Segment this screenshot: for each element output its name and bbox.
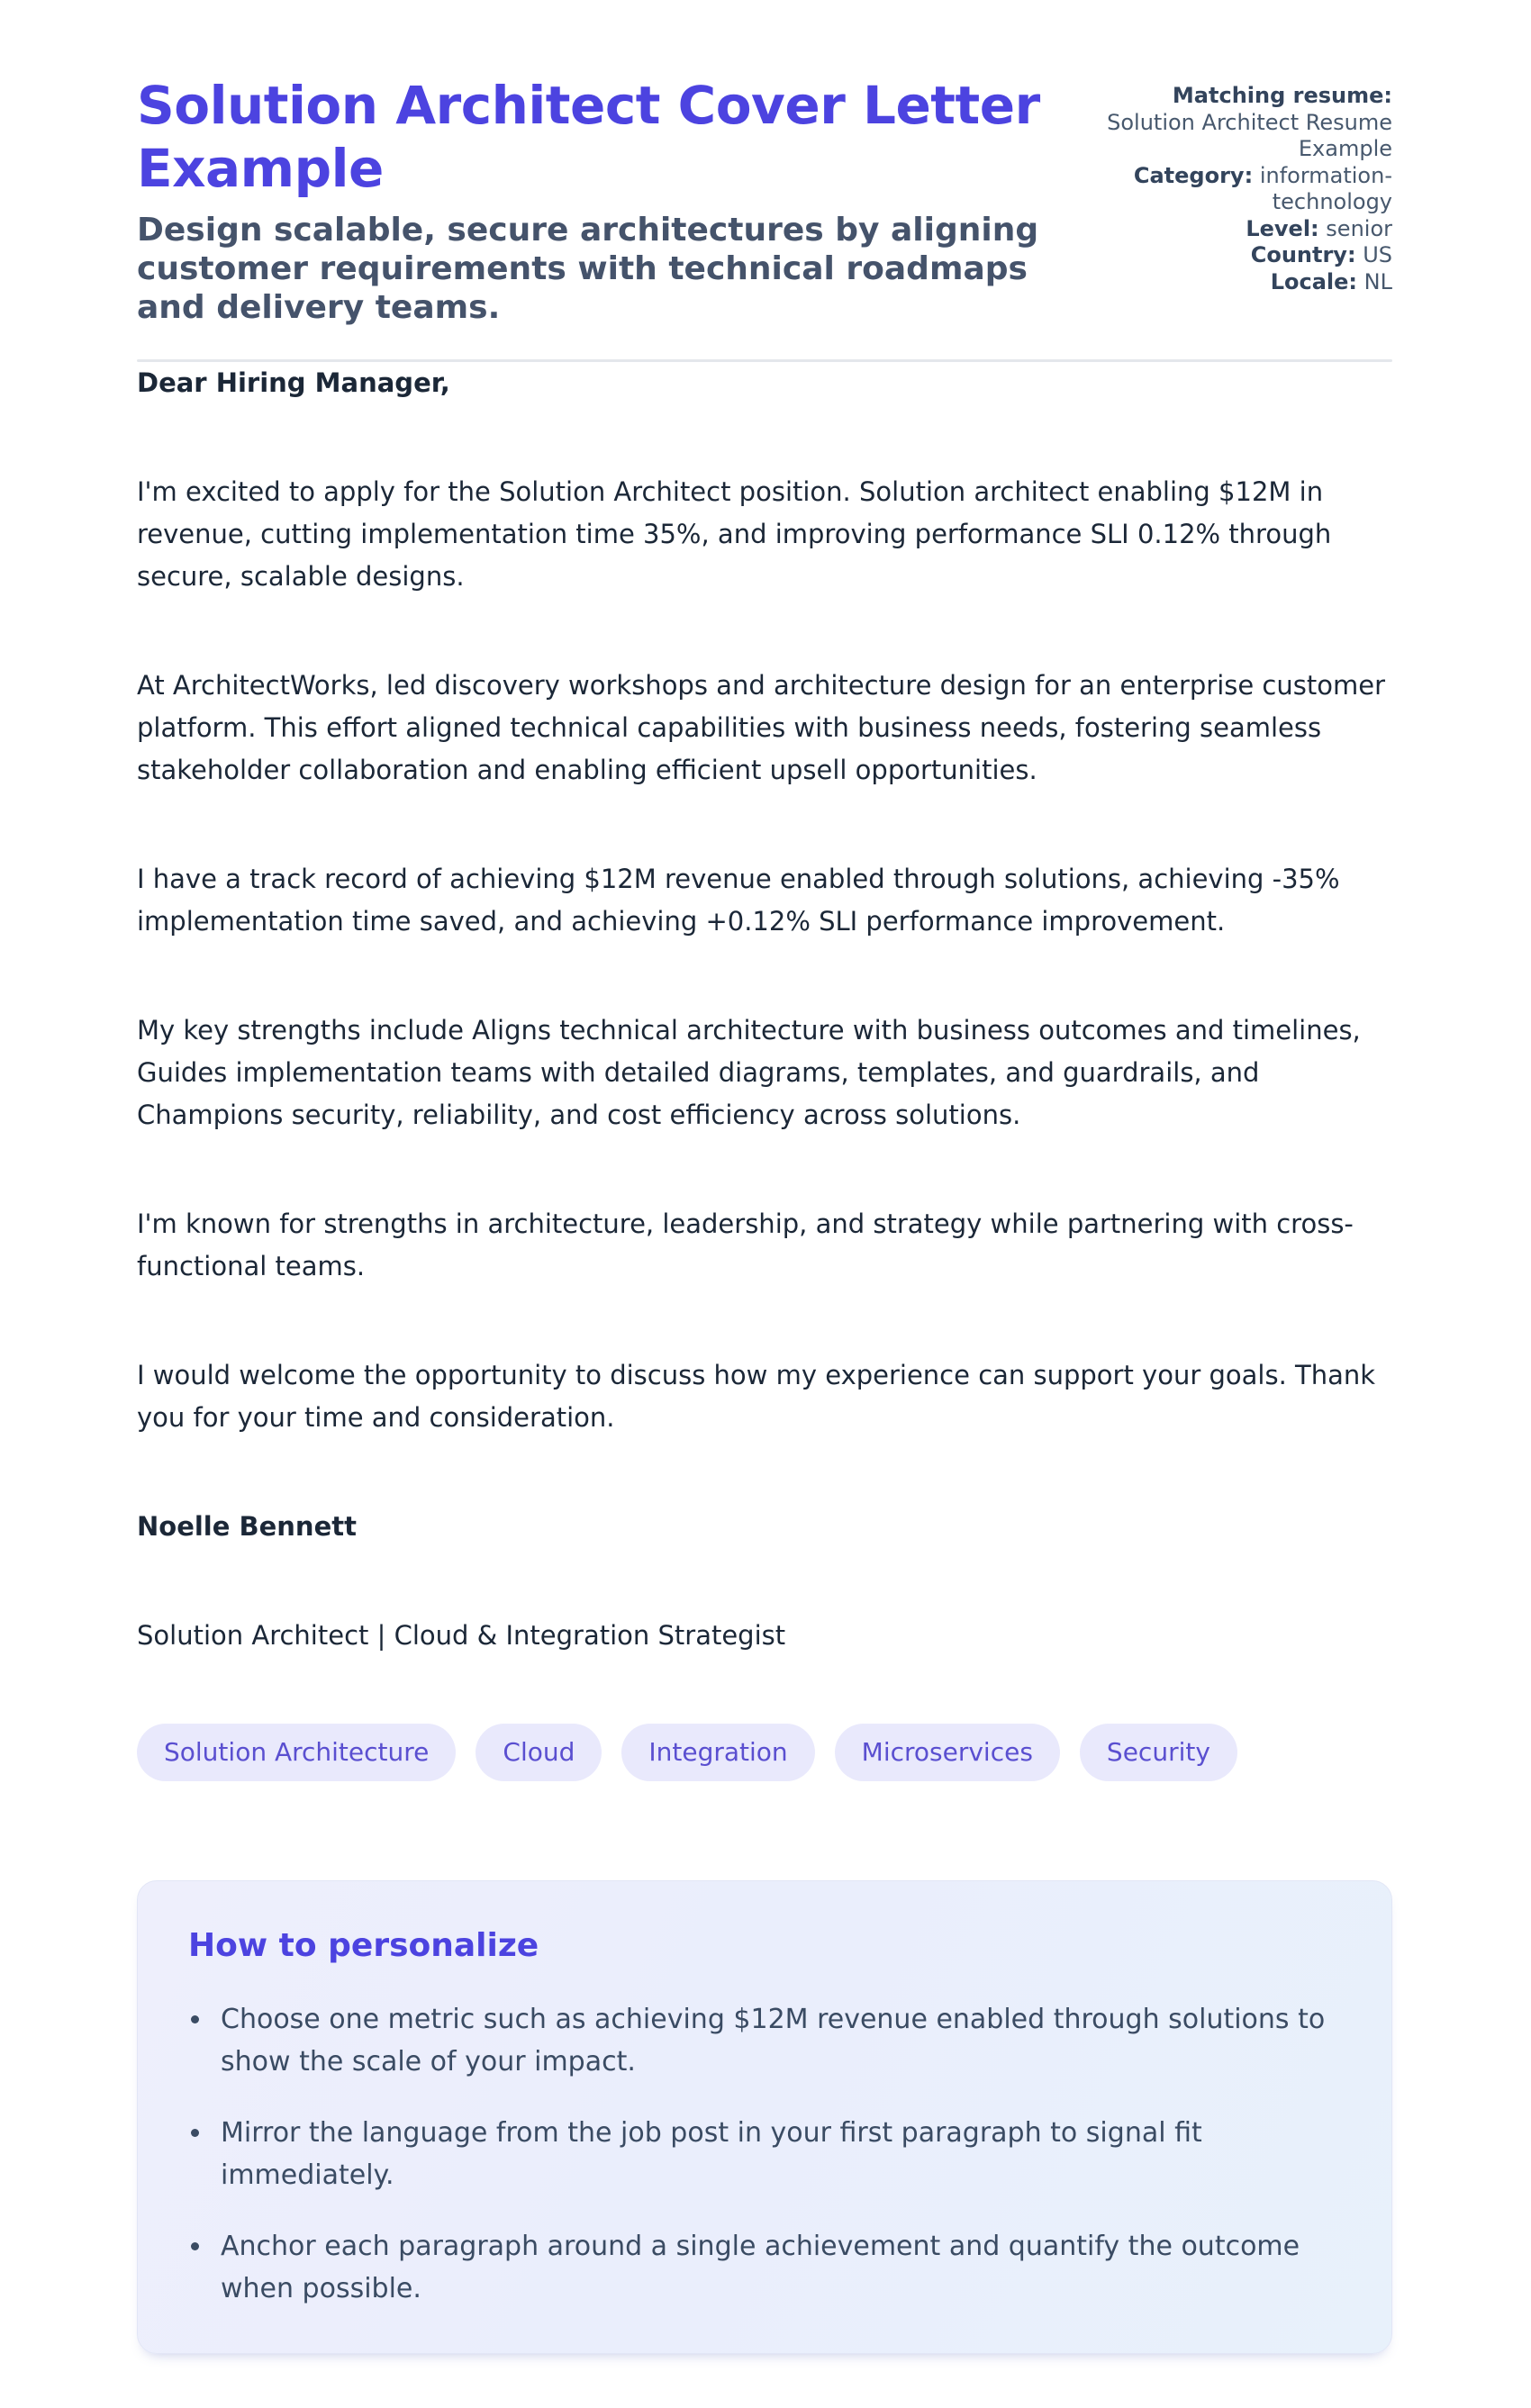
page-subtitle: Design scalable, secure architectures by aligning customer requirements with technical roadmaps and delivery teams. xyxy=(137,212,1039,326)
tag-list xyxy=(137,1724,1392,1781)
meta-label: Level: xyxy=(1246,215,1319,241)
letter-paragraph: I'm excited to apply for the Solution Architect position. Solution architect enabling $12M in revenue, cutting implementation time 35%, and improving performance SLI 0.12% through secure, scalable designs. xyxy=(137,476,1332,592)
tag-microservices[interactable]: Microservices xyxy=(835,1724,1060,1781)
meta-value: US xyxy=(1363,242,1392,267)
salutation: Dear Hiring Manager, xyxy=(137,367,450,398)
personalize-list xyxy=(188,1998,1341,2310)
resume-meta-block xyxy=(1095,74,1392,295)
letter-paragraph: I'm known for strengths in architecture, leadership, and strategy while partnering with cross-functional teams. xyxy=(137,1209,1354,1281)
personalize-bullet: • Anchor each paragraph around a single achievement and quantify the outcome when possible. xyxy=(213,2225,1330,2310)
page-header xyxy=(137,74,1392,327)
page-title: Solution Architect Cover Letter Example xyxy=(137,75,1040,199)
letter-paragraph: I would welcome the opportunity to discuss how my experience can support your goals. Thank you for your time and consideration. xyxy=(137,1360,1376,1433)
meta-label: Matching resume: xyxy=(1172,83,1392,108)
header-title-block xyxy=(137,74,1068,327)
meta-level xyxy=(1095,216,1392,243)
tag-integration[interactable]: Integration xyxy=(621,1724,814,1781)
letter-paragraph: At ArchitectWorks, led discovery workshops and architecture design for an enterprise customer platform. This effort aligned technical capabilities with business needs, fostering seamless stakeholder collaboration and enabling efficient upsell opportunities. xyxy=(137,670,1385,785)
meta-value: senior xyxy=(1326,215,1392,241)
meta-value: Solution Architect Resume Example xyxy=(1107,109,1392,161)
personalize-card xyxy=(137,1880,1392,2354)
meta-value: information-technology xyxy=(1259,162,1392,214)
personalize-bullet: • Mirror the language from the job post in your first paragraph to signal fit immediately. xyxy=(213,2112,1330,2196)
tag-security[interactable]: Security xyxy=(1080,1724,1237,1781)
personalize-heading: How to personalize xyxy=(188,1927,539,1964)
signature-name: Noelle Bennett xyxy=(137,1511,357,1542)
signature-role: Solution Architect | Cloud & Integration Strategist xyxy=(137,1620,786,1651)
meta-label: Country: xyxy=(1250,242,1356,267)
tag-cloud[interactable]: Cloud xyxy=(476,1724,602,1781)
letter-body xyxy=(137,362,1392,1657)
meta-label: Locale: xyxy=(1270,268,1358,294)
tag-solution-architecture[interactable]: Solution Architecture xyxy=(137,1724,456,1781)
meta-locale xyxy=(1095,269,1392,296)
meta-matching-resume xyxy=(1095,83,1392,163)
meta-value: NL xyxy=(1363,268,1392,294)
letter-paragraph: I have a track record of achieving $12M revenue enabled through solutions, achieving -35% implementation time saved, and achieving +0.12% SLI performance improvement. xyxy=(137,864,1340,937)
meta-country xyxy=(1095,242,1392,269)
personalize-bullet: • Choose one metric such as achieving $12M revenue enabled through solutions to show the scale of your impact. xyxy=(213,1998,1330,2083)
letter-paragraph: My key strengths include Aligns technical architecture with business outcomes and timelines, Guides implementation teams with detailed diagrams, templates, and guardrails, and Champions security, reliability, and cost efficiency across solutions. xyxy=(137,1015,1361,1130)
meta-label: Category: xyxy=(1133,162,1254,188)
meta-category xyxy=(1095,163,1392,216)
